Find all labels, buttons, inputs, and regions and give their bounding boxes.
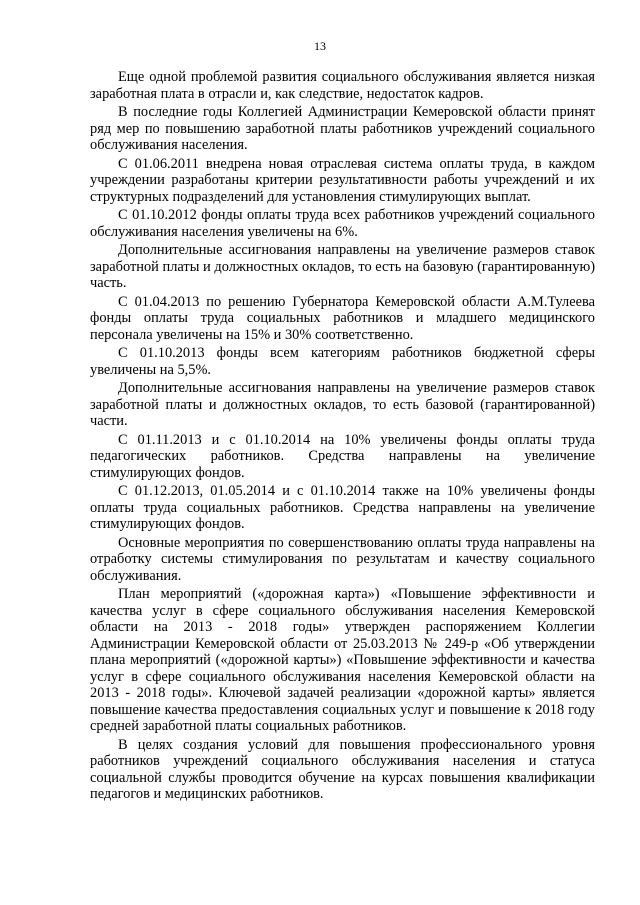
paragraph: С 01.06.2011 внедрена новая отраслевая система оплаты труда, в каждом учреждении разработаны критерии результативности работы учреждений и их структурных подразделений для установления стимулирующих выплат. <box>90 155 595 205</box>
paragraph: С 01.10.2013 фонды всем категориям работников бюджетной сферы увеличены на 5,5%. <box>90 345 595 378</box>
paragraph: Еще одной проблемой развития социального обслуживания является низкая заработная плата в отрасли и, как следствие, недостаток кадров. <box>90 69 595 102</box>
paragraph: Дополнительные ассигнования направлены на увеличение размеров ставок заработной платы и должностных окладов, то есть базовой (гарантированной) части. <box>90 380 595 429</box>
page-number: 13 <box>314 39 326 53</box>
paragraph: С 01.12.2013, 01.05.2014 и с 01.10.2014 также на 10% увеличены фонды оплаты труда социальных работников. Средства направлены на увеличение стимулирующих фондов. <box>90 483 595 532</box>
paragraph: С 01.10.2012 фонды оплаты труда всех работников учреждений социального обслуживания населения увеличены на 6%. <box>90 207 595 240</box>
paragraph: С 01.11.2013 и с 01.10.2014 на 10% увеличены фонды оплаты труда педагогических работников. Средства направлены на увеличение стимулирующих фондов. <box>90 431 595 481</box>
paragraph: В целях создания условий для повышения профессионального уровня работников учреждений социального обслуживания населения и статуса социальной службы проводится обучение на курсах повышения квалификации педагогов и медицинских работников. <box>90 736 595 802</box>
paragraph: С 01.04.2013 по решению Губернатора Кемеровской области А.М.Тулеева фонды оплаты труда социальных работников и младшего медицинского персонала увеличены на 15% и 30% соответственно. <box>90 293 595 343</box>
paragraph: Дополнительные ассигнования направлены на увеличение размеров ставок заработной платы и должностных окладов, то есть на базовую (гарантированную) часть. <box>90 242 595 291</box>
paragraph: Основные мероприятия по совершенствованию оплаты труда направлены на отработку системы стимулирования по результатам и качеству социального обслуживания. <box>90 534 595 584</box>
document-body <box>90 69 595 805</box>
paragraph: В последние годы Коллегией Администрации Кемеровской области принят ряд мер по повышению заработной платы работников учреждений социального обслуживания населения. <box>90 104 595 153</box>
paragraph: План мероприятий («дорожная карта») «Повышение эффективности и качества услуг в сфере социального обслуживания населения Кемеровской области на 2013 - 2018 годы» утвержден распоряжением Коллегии Администрации Кемеровской области от 25.03.2013 № 249-р «Об утверждении плана мероприятий («дорожной карты») «Повышение эффективности и качества услуг в сфере социального обслуживания населения Кемеровской области на 2013 - 2018 годы». Ключевой задачей реализации «дорожной карты» является повышение качества предоставления социальных услуг и повышение к 2018 году средней заработной платы социальных работников. <box>90 586 595 734</box>
